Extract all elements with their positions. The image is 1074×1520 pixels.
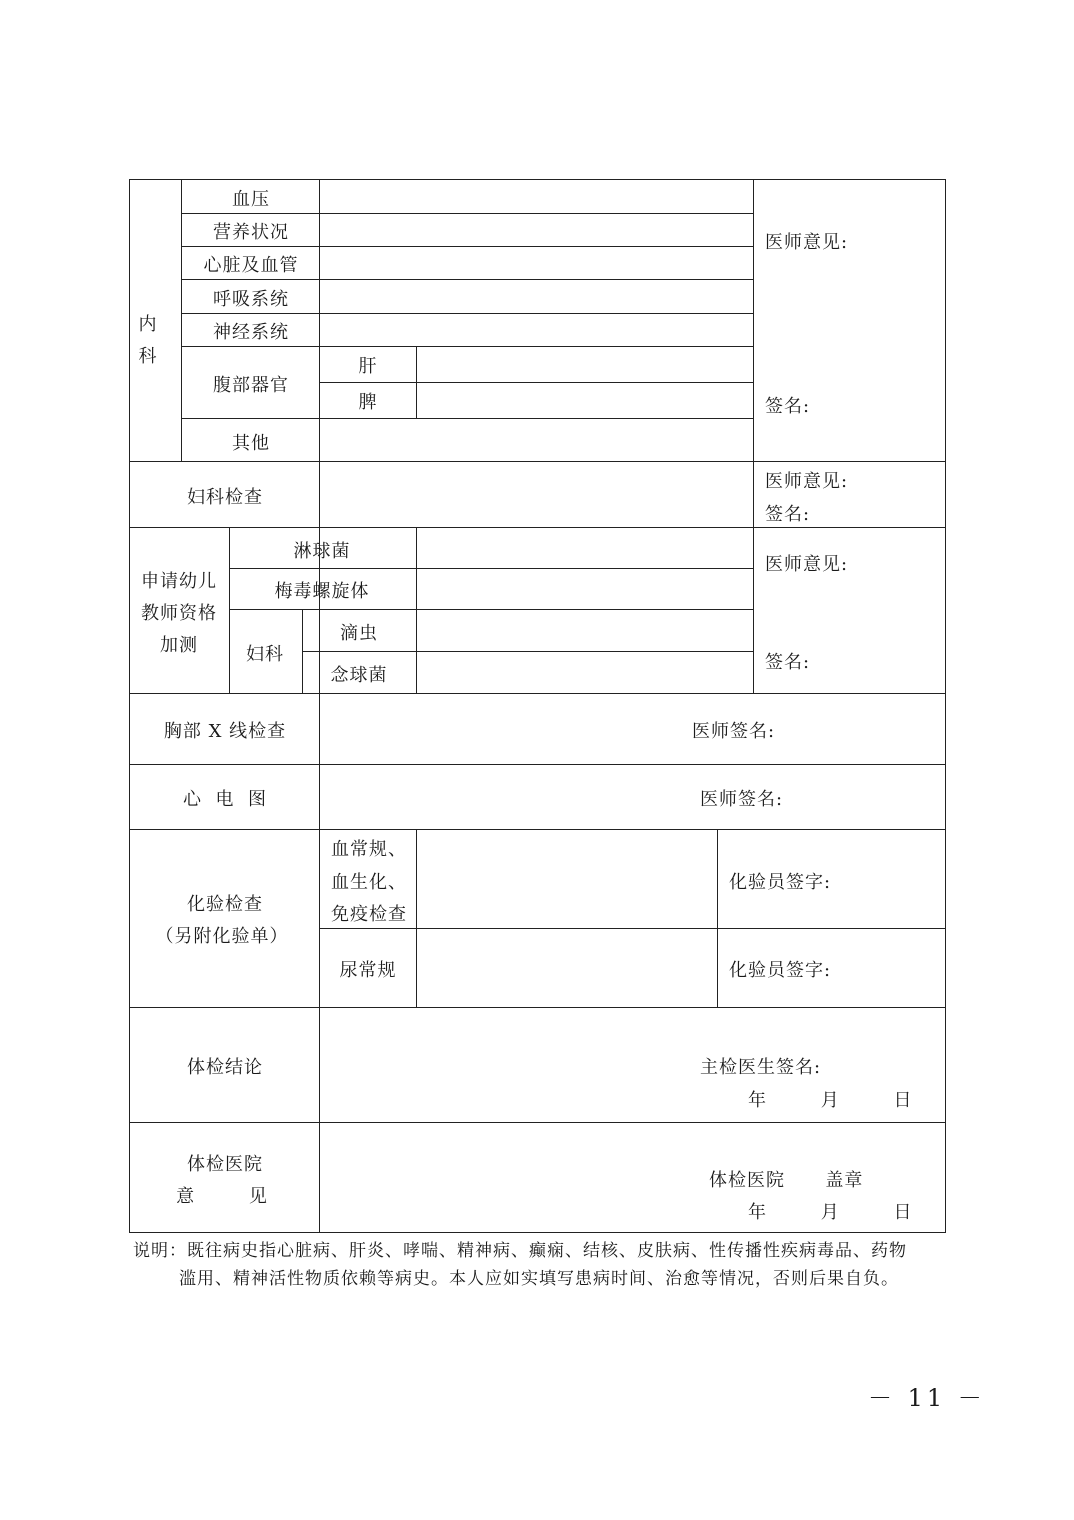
table-line [319,382,753,383]
table-line [717,829,718,1007]
conclusion-date: 年 月 日 [748,1090,913,1111]
gyn-exam-label: 妇科检查 [187,487,263,508]
nervous-label: 神经系统 [213,322,289,343]
lab-label: 化验检查 [187,894,263,915]
kindergarten-signature-label: 签名: [765,652,811,673]
lab-signature-1: 化验员签字: [729,872,832,893]
liver-label: 肝 [358,356,378,377]
table-line [129,527,946,528]
table-line [181,313,753,314]
table-line [302,609,303,693]
table-line [416,829,417,1007]
blood-test-line: 免疫检查 [331,904,407,925]
kindergarten-label-line: 教师资格 [141,603,217,624]
table-border-right [945,179,946,1233]
footnote-line2: 滥用、精神活性物质依赖等病史。本人应如实填写患病时间、治愈等情况，否则后果自负。 [179,1269,899,1289]
table-line [181,213,753,214]
kindergarten-opinion-label: 医师意见: [765,554,849,575]
kindergarten-label-line: 加测 [160,635,198,656]
table-border-bottom [129,1232,946,1233]
table-line [181,279,753,280]
xray-label: 胸部 X 线检查 [163,721,287,742]
abdomen-label: 腹部器官 [213,375,289,396]
hospital-label-line1: 体检医院 [187,1154,263,1175]
table-line [181,346,753,347]
table-line [129,764,946,765]
table-line [416,527,417,693]
heart-vessel-label: 心脏及血管 [203,255,299,276]
table-line [181,418,753,419]
internal-signature-label: 签名: [765,396,811,417]
ecg-signature-label: 医师签名: [700,789,784,810]
conclusion-label: 体检结论 [187,1057,263,1078]
page-number: － 11 － [868,1384,986,1412]
gyn-opinion-label: 医师意见: [765,471,849,492]
kindergarten-gyn-label: 妇科 [246,644,284,665]
table-line [129,461,946,462]
table-line [181,246,753,247]
lab-note: （另附化验单） [155,926,289,947]
internal-opinion-label: 医师意见: [765,232,849,253]
other-label: 其他 [232,433,270,454]
spleen-label: 脾 [358,392,378,413]
table-line [129,693,946,694]
candida-label: 念球菌 [330,665,388,686]
footnote-line1: 说明：既往病史指心脏病、肝炎、哮喘、精神病、癫痫、结核、皮肤病、性传播性疾病毒品、药物 [133,1241,907,1261]
urine-test-label: 尿常规 [339,960,397,981]
table-border-left [129,179,130,1233]
blood-test-line: 血生化、 [331,872,407,893]
table-line [319,928,946,929]
hospital-stamp-label: 体检医院 盖章 [709,1170,864,1191]
table-line [319,179,320,1233]
respiratory-label: 呼吸系统 [213,289,289,310]
lab-signature-2: 化验员签字: [729,960,832,981]
internal-section-char: 科 [138,346,158,367]
blood-test-line: 血常规、 [331,839,407,860]
table-line [129,1007,946,1008]
gonococcus-label: 淋球菌 [293,541,351,562]
table-line [753,179,754,693]
hospital-label-line2: 意 见 [176,1186,268,1207]
table-line [129,829,946,830]
syphilis-label: 梅毒螺旋体 [274,581,370,602]
blood-pressure-label: 血压 [232,189,270,210]
chief-doctor-signature: 主检医生签名: [700,1057,822,1078]
trichomonas-label: 滴虫 [340,623,378,644]
footnote [133,1237,953,1293]
table-border-top [129,179,946,180]
table-line [129,1122,946,1123]
xray-signature-label: 医师签名: [692,721,776,742]
table-line [229,568,753,569]
kindergarten-label-line: 申请幼儿 [141,571,217,592]
gyn-signature-label: 签名: [765,504,811,525]
table-line [416,346,417,418]
nutrition-label: 营养状况 [213,222,289,243]
table-line [229,527,230,693]
table-line [181,179,182,461]
internal-section-char: 内 [138,314,158,335]
table-line [229,609,753,610]
table-line [302,651,753,652]
hospital-date: 年 月 日 [748,1202,913,1223]
ecg-label: 心 电 图 [183,789,267,810]
